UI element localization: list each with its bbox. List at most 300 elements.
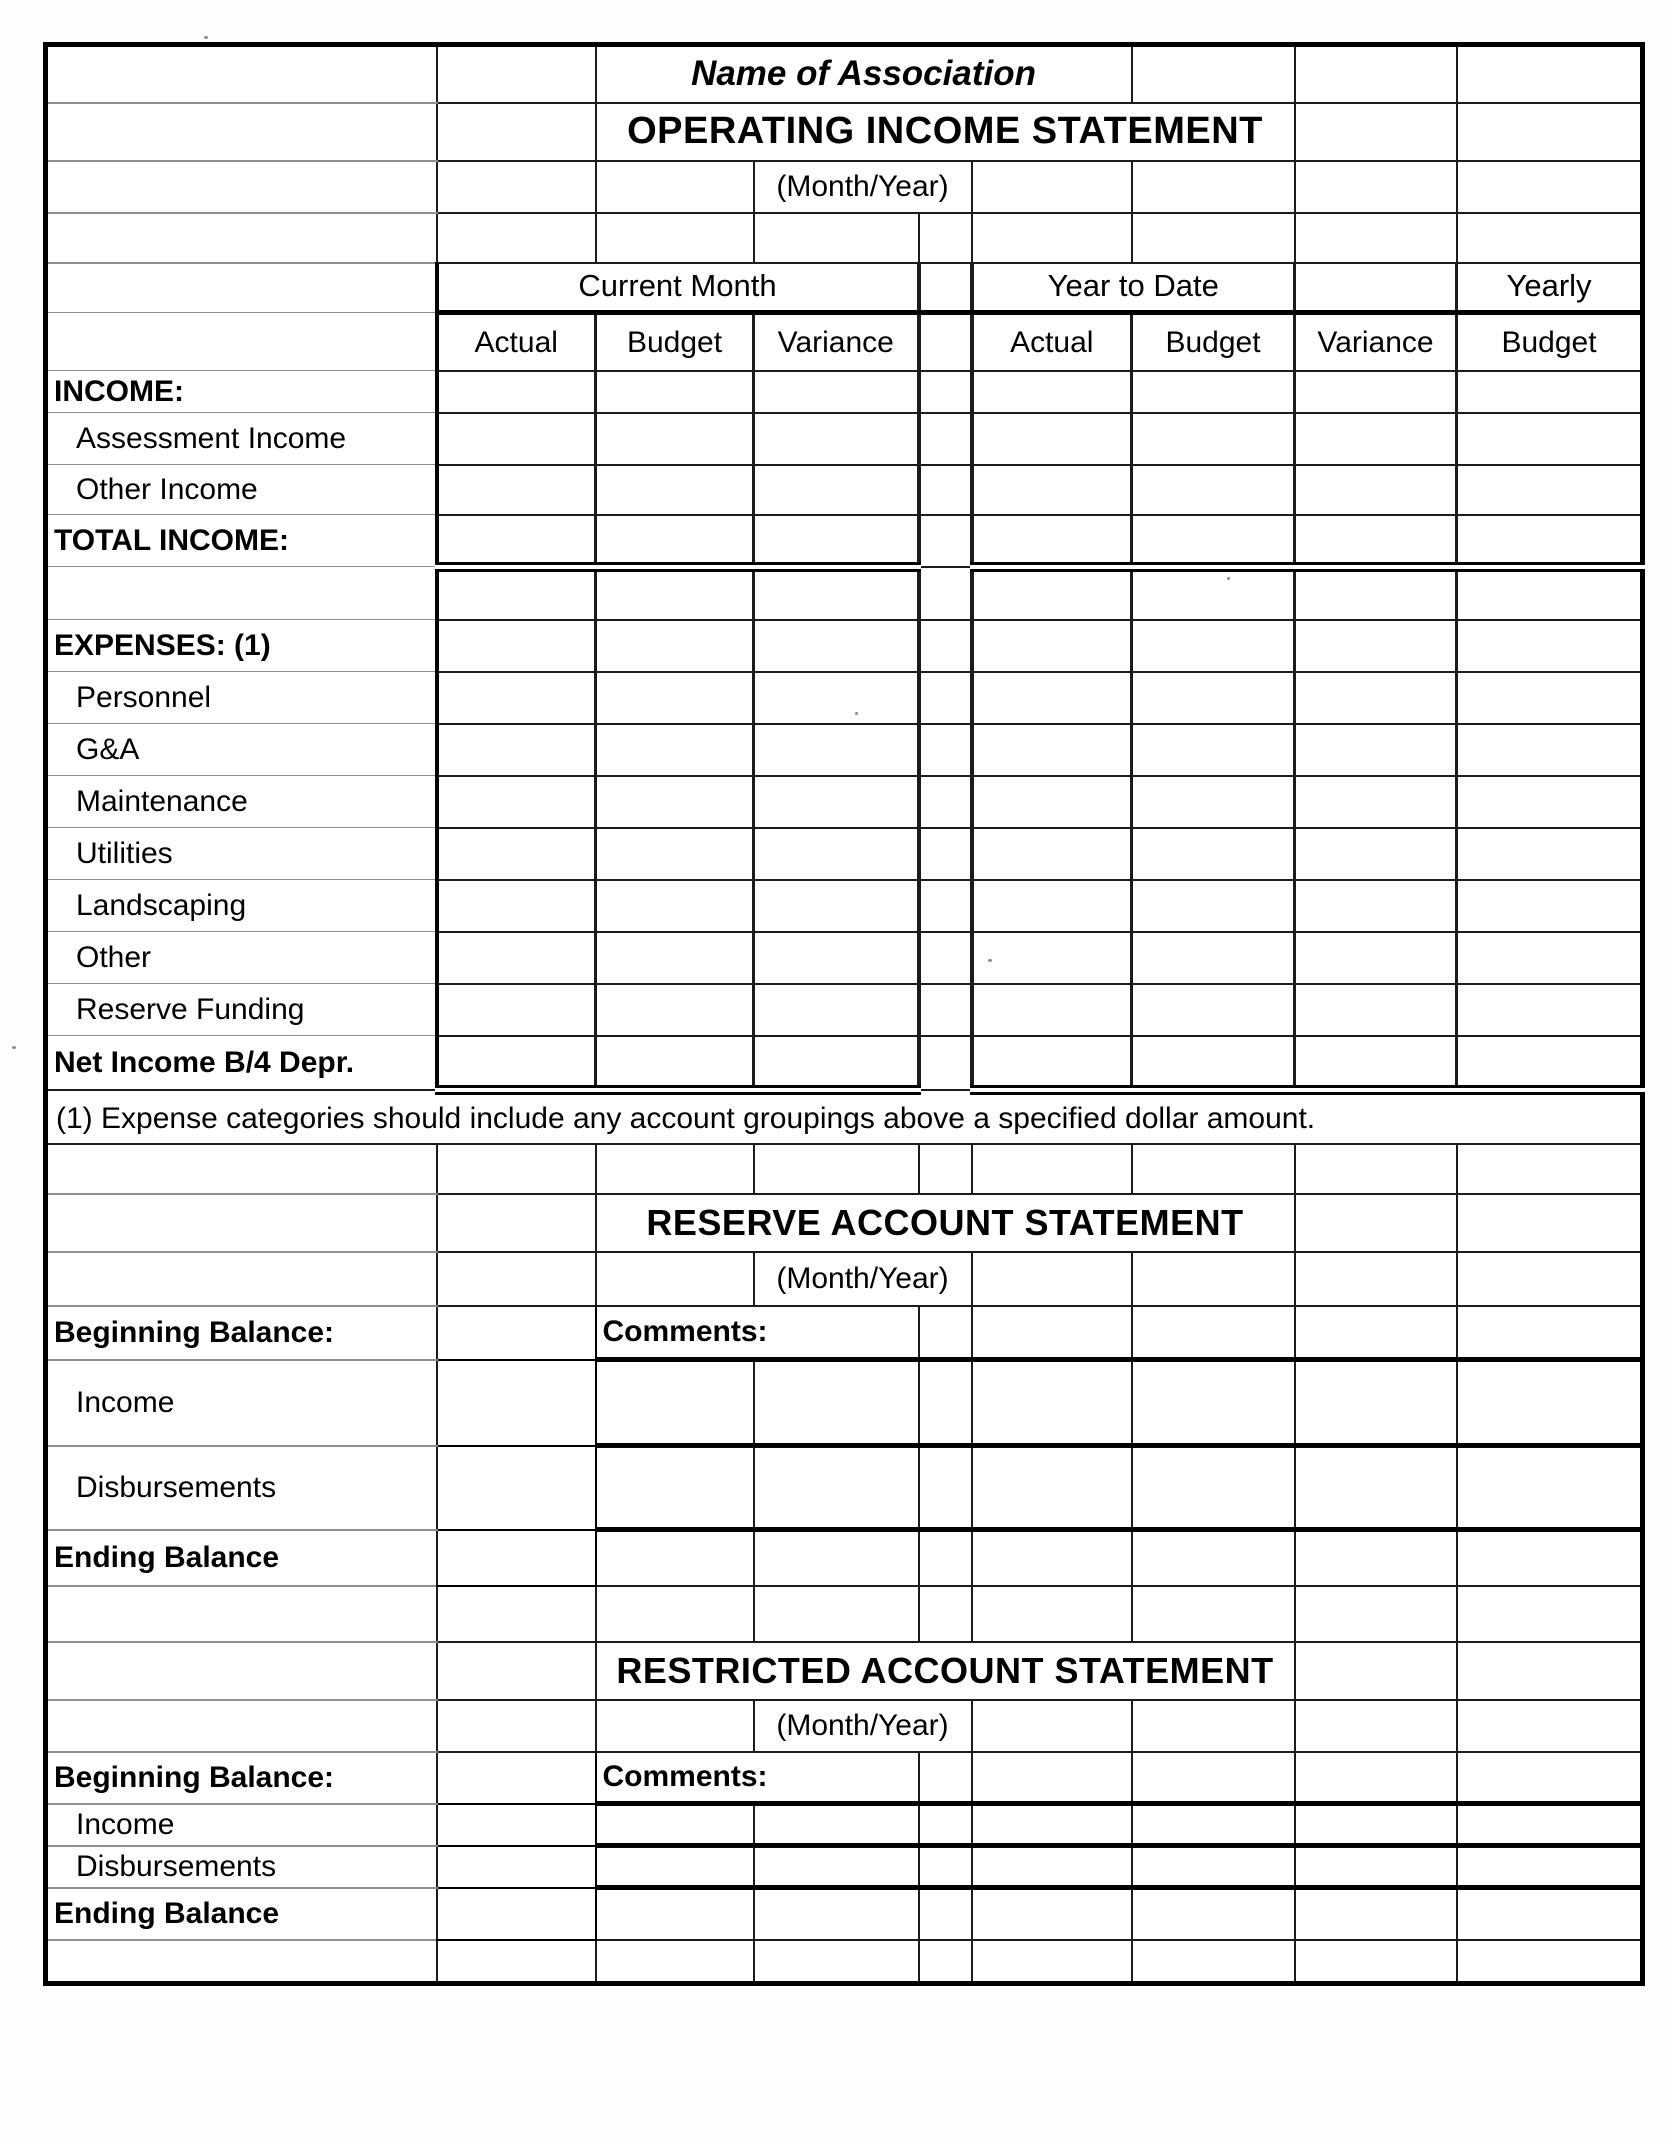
blank-cell xyxy=(754,1036,919,1090)
blank-cell xyxy=(596,1144,754,1194)
spacer-row xyxy=(46,567,1643,620)
blank-cell xyxy=(1457,828,1643,880)
blank-cell xyxy=(1295,161,1457,213)
blank-cell xyxy=(919,724,972,776)
blank-cell xyxy=(1132,515,1295,567)
blank-cell xyxy=(754,1144,919,1194)
cm-actual-header: Actual xyxy=(437,313,596,371)
blank-cell xyxy=(596,1360,754,1446)
blank-cell xyxy=(1457,1306,1643,1360)
blank-cell xyxy=(437,1144,596,1194)
blank-cell xyxy=(919,1940,972,1984)
blank-cell xyxy=(437,984,596,1036)
blank-cell xyxy=(596,213,754,263)
blank-cell xyxy=(596,672,754,724)
utilities-label: Utilities xyxy=(46,828,437,880)
blank-cell xyxy=(919,1036,972,1090)
reserve-disbursements-label: Disbursements xyxy=(46,1446,437,1530)
blank-cell xyxy=(437,672,596,724)
expenses-heading-row xyxy=(46,620,1643,672)
total-income-row xyxy=(46,515,1643,567)
blank-cell xyxy=(1295,1360,1457,1446)
blank-cell xyxy=(1132,567,1295,620)
blank-cell xyxy=(596,1804,754,1846)
blank-cell xyxy=(46,1586,437,1642)
blank-cell xyxy=(437,371,596,413)
blank-cell xyxy=(1295,672,1457,724)
blank-cell xyxy=(919,1752,972,1804)
reserve-comments-label: Comments: xyxy=(596,1306,919,1360)
blank-cell xyxy=(1457,1360,1643,1446)
blank-cell xyxy=(596,1888,754,1940)
blank-cell xyxy=(1132,413,1295,465)
total-income-label: TOTAL INCOME: xyxy=(46,515,437,567)
maintenance-row xyxy=(46,776,1643,828)
footnote-row xyxy=(46,1090,1643,1144)
blank-cell xyxy=(972,1144,1132,1194)
blank-cell xyxy=(596,776,754,828)
expenses-heading-label: EXPENSES: (1) xyxy=(46,620,437,672)
spacer-row xyxy=(46,1940,1643,1984)
blank-cell xyxy=(1457,1530,1643,1586)
blank-cell xyxy=(972,1306,1132,1360)
blank-cell xyxy=(1132,1036,1295,1090)
blank-cell xyxy=(596,1530,754,1586)
blank-cell xyxy=(1132,1530,1295,1586)
blank-cell xyxy=(1295,1888,1457,1940)
cm-variance-header: Variance xyxy=(754,313,919,371)
blank-cell xyxy=(1132,161,1295,213)
personnel-row xyxy=(46,672,1643,724)
blank-cell xyxy=(1295,984,1457,1036)
blank-cell xyxy=(596,465,754,515)
blank-cell xyxy=(1457,724,1643,776)
landscaping-label: Landscaping xyxy=(46,880,437,932)
blank-cell xyxy=(1457,1252,1643,1306)
blank-cell xyxy=(596,413,754,465)
reserve-funding-label: Reserve Funding xyxy=(46,984,437,1036)
blank-cell xyxy=(919,776,972,828)
blank-cell xyxy=(754,776,919,828)
blank-cell xyxy=(437,1700,596,1752)
blank-cell xyxy=(919,371,972,413)
column-group-header-row xyxy=(46,263,1643,313)
blank-cell xyxy=(596,1700,754,1752)
spacer-row xyxy=(46,1144,1643,1194)
blank-cell xyxy=(972,161,1132,213)
yearly-budget-header: Budget xyxy=(1457,313,1643,371)
blank-cell xyxy=(919,984,972,1036)
ytd-variance-header: Variance xyxy=(1295,313,1457,371)
blank-cell xyxy=(754,672,919,724)
blank-cell xyxy=(754,724,919,776)
other-income-row xyxy=(46,465,1643,515)
restricted-comments-label: Comments: xyxy=(596,1752,919,1804)
blank-cell xyxy=(1457,1888,1643,1940)
blank-cell xyxy=(919,672,972,724)
restricted-disbursements-box xyxy=(437,1846,596,1888)
current-month-group-header: Current Month xyxy=(437,263,919,313)
blank-cell xyxy=(754,932,919,984)
association-statement-form xyxy=(43,42,1645,1986)
assessment-income-label: Assessment Income xyxy=(46,413,437,465)
blank-cell xyxy=(437,724,596,776)
blank-cell xyxy=(1295,1036,1457,1090)
ytd-actual-header: Actual xyxy=(972,313,1132,371)
blank-cell xyxy=(972,1700,1132,1752)
blank-cell xyxy=(596,984,754,1036)
blank-cell xyxy=(754,1940,919,1984)
blank-cell xyxy=(972,1846,1132,1888)
blank-cell xyxy=(919,1360,972,1446)
blank-cell xyxy=(1132,1144,1295,1194)
blank-cell xyxy=(754,213,919,263)
blank-cell xyxy=(596,1446,754,1530)
ga-label: G&A xyxy=(46,724,437,776)
blank-cell xyxy=(437,1252,596,1306)
blank-cell xyxy=(919,313,972,371)
blank-cell xyxy=(437,828,596,880)
blank-cell xyxy=(1295,1804,1457,1846)
reserve-disbursements-row xyxy=(46,1446,1643,1530)
blank-cell xyxy=(46,1252,437,1306)
restricted-income-row xyxy=(46,1804,1643,1846)
blank-cell xyxy=(1457,932,1643,984)
blank-cell xyxy=(1295,880,1457,932)
blank-cell xyxy=(1457,465,1643,515)
blank-cell xyxy=(1457,1804,1643,1846)
blank-cell xyxy=(754,1446,919,1530)
income-heading-row xyxy=(46,371,1643,413)
scan-speck xyxy=(1227,577,1230,580)
blank-cell xyxy=(1295,828,1457,880)
blank-cell xyxy=(1295,567,1457,620)
blank-cell xyxy=(1457,1940,1643,1984)
blank-cell xyxy=(972,1360,1132,1446)
blank-cell xyxy=(1132,1804,1295,1846)
footnote: (1) Expense categories should include any account groupings above a specified dollar amount. xyxy=(46,1090,1643,1144)
blank-cell xyxy=(754,1846,919,1888)
blank-cell xyxy=(1457,1036,1643,1090)
blank-cell xyxy=(754,1360,919,1446)
blank-cell xyxy=(919,1446,972,1530)
restricted-ending-balance-box xyxy=(437,1888,596,1940)
blank-cell xyxy=(437,1586,596,1642)
assessment-income-row xyxy=(46,413,1643,465)
reserve-beginning-balance-row xyxy=(46,1306,1643,1360)
blank-cell xyxy=(1295,413,1457,465)
blank-cell xyxy=(754,828,919,880)
blank-cell xyxy=(46,45,437,103)
blank-cell xyxy=(1295,45,1457,103)
statement-title-row xyxy=(46,103,1643,161)
blank-cell xyxy=(919,213,972,263)
restricted-income-box xyxy=(437,1804,596,1846)
blank-cell xyxy=(754,515,919,567)
blank-cell xyxy=(1295,1530,1457,1586)
restricted-beginning-balance-label: Beginning Balance: xyxy=(46,1752,437,1804)
blank-cell xyxy=(972,567,1132,620)
blank-cell xyxy=(46,313,437,371)
blank-cell xyxy=(437,413,596,465)
blank-cell xyxy=(1295,263,1457,313)
blank-cell xyxy=(437,103,596,161)
blank-cell xyxy=(1457,1752,1643,1804)
other-expense-label: Other xyxy=(46,932,437,984)
blank-cell xyxy=(1295,1252,1457,1306)
blank-cell xyxy=(596,932,754,984)
blank-cell xyxy=(1132,1446,1295,1530)
blank-cell xyxy=(596,515,754,567)
blank-cell xyxy=(754,1586,919,1642)
restricted-beginning-balance-row xyxy=(46,1752,1643,1804)
blank-cell xyxy=(437,161,596,213)
blank-cell xyxy=(972,213,1132,263)
blank-cell xyxy=(1132,932,1295,984)
blank-cell xyxy=(1132,672,1295,724)
blank-cell xyxy=(437,1194,596,1252)
restricted-disbursements-label: Disbursements xyxy=(46,1846,437,1888)
blank-cell xyxy=(1132,1360,1295,1446)
reserve-income-label: Income xyxy=(46,1360,437,1446)
blank-cell xyxy=(437,1642,596,1700)
blank-cell xyxy=(1295,213,1457,263)
blank-cell xyxy=(1457,984,1643,1036)
blank-cell xyxy=(754,984,919,1036)
blank-cell xyxy=(1132,1252,1295,1306)
statement-sheet xyxy=(43,42,1645,1986)
restricted-beginning-balance-box xyxy=(437,1752,596,1804)
blank-cell xyxy=(972,1804,1132,1846)
blank-cell xyxy=(972,828,1132,880)
income-heading-label: INCOME: xyxy=(46,371,437,413)
blank-cell xyxy=(1132,1888,1295,1940)
blank-cell xyxy=(1295,1642,1457,1700)
blank-cell xyxy=(754,620,919,672)
blank-cell xyxy=(1457,371,1643,413)
blank-cell xyxy=(972,1530,1132,1586)
blank-cell xyxy=(437,465,596,515)
blank-cell xyxy=(972,1752,1132,1804)
ytd-budget-header: Budget xyxy=(1132,313,1295,371)
blank-cell xyxy=(1457,567,1643,620)
blank-cell xyxy=(437,932,596,984)
restricted-disbursements-row xyxy=(46,1846,1643,1888)
reserve-ending-balance-label: Ending Balance xyxy=(46,1530,437,1586)
blank-cell xyxy=(1132,1752,1295,1804)
reserve-ending-balance-row xyxy=(46,1530,1643,1586)
blank-cell xyxy=(754,413,919,465)
month-year-row xyxy=(46,161,1643,213)
blank-cell xyxy=(1295,1700,1457,1752)
blank-cell xyxy=(919,1804,972,1846)
blank-cell xyxy=(46,161,437,213)
blank-cell xyxy=(1132,1306,1295,1360)
blank-cell xyxy=(754,880,919,932)
blank-cell xyxy=(1457,880,1643,932)
blank-cell xyxy=(919,932,972,984)
reserve-funding-row xyxy=(46,984,1643,1036)
blank-cell xyxy=(1295,1846,1457,1888)
blank-cell xyxy=(754,1804,919,1846)
blank-cell xyxy=(1132,724,1295,776)
blank-cell xyxy=(1295,1446,1457,1530)
ga-row xyxy=(46,724,1643,776)
blank-cell xyxy=(437,45,596,103)
blank-cell xyxy=(1295,371,1457,413)
blank-cell xyxy=(1132,880,1295,932)
blank-cell xyxy=(1295,465,1457,515)
year-to-date-group-header: Year to Date xyxy=(972,263,1295,313)
blank-cell xyxy=(972,465,1132,515)
blank-cell xyxy=(972,1036,1132,1090)
blank-cell xyxy=(46,103,437,161)
column-header-row xyxy=(46,313,1643,371)
blank-cell xyxy=(46,1700,437,1752)
other-expense-row xyxy=(46,932,1643,984)
blank-cell xyxy=(754,465,919,515)
blank-cell xyxy=(972,880,1132,932)
blank-cell xyxy=(1295,1194,1457,1252)
blank-cell xyxy=(1457,1700,1643,1752)
operating-month-year: (Month/Year) xyxy=(754,161,972,213)
reserve-title: RESERVE ACCOUNT STATEMENT xyxy=(596,1194,1295,1252)
blank-cell xyxy=(46,1144,437,1194)
blank-cell xyxy=(754,1530,919,1586)
blank-cell xyxy=(919,465,972,515)
blank-cell xyxy=(46,1940,437,1984)
blank-cell xyxy=(1295,1144,1457,1194)
blank-cell xyxy=(919,1888,972,1940)
reserve-income-row xyxy=(46,1360,1643,1446)
utilities-row xyxy=(46,828,1643,880)
blank-cell xyxy=(919,1586,972,1642)
blank-cell xyxy=(46,567,437,620)
blank-cell xyxy=(596,1252,754,1306)
blank-cell xyxy=(919,567,972,620)
blank-cell xyxy=(1457,776,1643,828)
blank-cell xyxy=(437,1036,596,1090)
blank-cell xyxy=(972,724,1132,776)
blank-cell xyxy=(1132,1586,1295,1642)
reserve-ending-balance-box xyxy=(437,1530,596,1586)
blank-cell xyxy=(46,263,437,313)
blank-cell xyxy=(1132,1846,1295,1888)
blank-cell xyxy=(972,932,1132,984)
blank-cell xyxy=(919,828,972,880)
blank-cell xyxy=(1295,1940,1457,1984)
blank-cell xyxy=(919,1144,972,1194)
reserve-beginning-balance-box xyxy=(437,1306,596,1360)
blank-cell xyxy=(1457,1586,1643,1642)
blank-cell xyxy=(1457,620,1643,672)
blank-cell xyxy=(596,567,754,620)
scan-speck xyxy=(12,1046,16,1049)
blank-cell xyxy=(596,620,754,672)
operating-statement-title: OPERATING INCOME STATEMENT xyxy=(596,103,1295,161)
blank-cell xyxy=(437,515,596,567)
blank-cell xyxy=(919,515,972,567)
blank-cell xyxy=(1295,724,1457,776)
blank-cell xyxy=(1295,776,1457,828)
blank-cell xyxy=(1295,932,1457,984)
net-income-label: Net Income B/4 Depr. xyxy=(46,1036,437,1090)
net-income-row xyxy=(46,1036,1643,1090)
blank-cell xyxy=(972,515,1132,567)
blank-cell xyxy=(1457,103,1643,161)
landscaping-row xyxy=(46,880,1643,932)
blank-cell xyxy=(919,1306,972,1360)
spacer-row xyxy=(46,213,1643,263)
blank-cell xyxy=(1457,213,1643,263)
blank-cell xyxy=(1457,45,1643,103)
blank-cell xyxy=(437,213,596,263)
reserve-title-row xyxy=(46,1194,1643,1252)
blank-cell xyxy=(919,413,972,465)
blank-cell xyxy=(1132,1700,1295,1752)
restricted-ending-balance-row xyxy=(46,1888,1643,1940)
blank-cell xyxy=(972,776,1132,828)
blank-cell xyxy=(972,1888,1132,1940)
blank-cell xyxy=(1457,1144,1643,1194)
blank-cell xyxy=(437,1940,596,1984)
blank-cell xyxy=(1132,1940,1295,1984)
restricted-title: RESTRICTED ACCOUNT STATEMENT xyxy=(596,1642,1295,1700)
blank-cell xyxy=(1295,1752,1457,1804)
blank-cell xyxy=(1457,1846,1643,1888)
blank-cell xyxy=(972,1252,1132,1306)
blank-cell xyxy=(596,1586,754,1642)
maintenance-label: Maintenance xyxy=(46,776,437,828)
blank-cell xyxy=(919,880,972,932)
blank-cell xyxy=(919,620,972,672)
reserve-month-year-row xyxy=(46,1252,1643,1306)
personnel-label: Personnel xyxy=(46,672,437,724)
blank-cell xyxy=(596,828,754,880)
blank-cell xyxy=(972,1586,1132,1642)
blank-cell xyxy=(754,567,919,620)
reserve-month-year: (Month/Year) xyxy=(754,1252,972,1306)
blank-cell xyxy=(1295,620,1457,672)
blank-cell xyxy=(1132,465,1295,515)
scan-speck xyxy=(855,712,858,715)
yearly-group-header: Yearly xyxy=(1457,263,1643,313)
association-name-title: Name of Association xyxy=(596,45,1132,103)
blank-cell xyxy=(1132,620,1295,672)
title-row xyxy=(46,45,1643,103)
blank-cell xyxy=(437,567,596,620)
blank-cell xyxy=(1457,1194,1643,1252)
blank-cell xyxy=(1457,413,1643,465)
blank-cell xyxy=(972,984,1132,1036)
blank-cell xyxy=(1295,1306,1457,1360)
blank-cell xyxy=(1132,213,1295,263)
reserve-disbursements-box xyxy=(437,1446,596,1530)
blank-cell xyxy=(596,880,754,932)
restricted-ending-balance-label: Ending Balance xyxy=(46,1888,437,1940)
restricted-month-year: (Month/Year) xyxy=(754,1700,972,1752)
blank-cell xyxy=(596,724,754,776)
blank-cell xyxy=(919,1530,972,1586)
blank-cell xyxy=(972,413,1132,465)
scan-speck xyxy=(988,959,992,962)
tbody xyxy=(46,45,1643,1984)
blank-cell xyxy=(754,371,919,413)
blank-cell xyxy=(972,1940,1132,1984)
blank-cell xyxy=(919,263,972,313)
blank-cell xyxy=(437,776,596,828)
cm-budget-header: Budget xyxy=(596,313,754,371)
